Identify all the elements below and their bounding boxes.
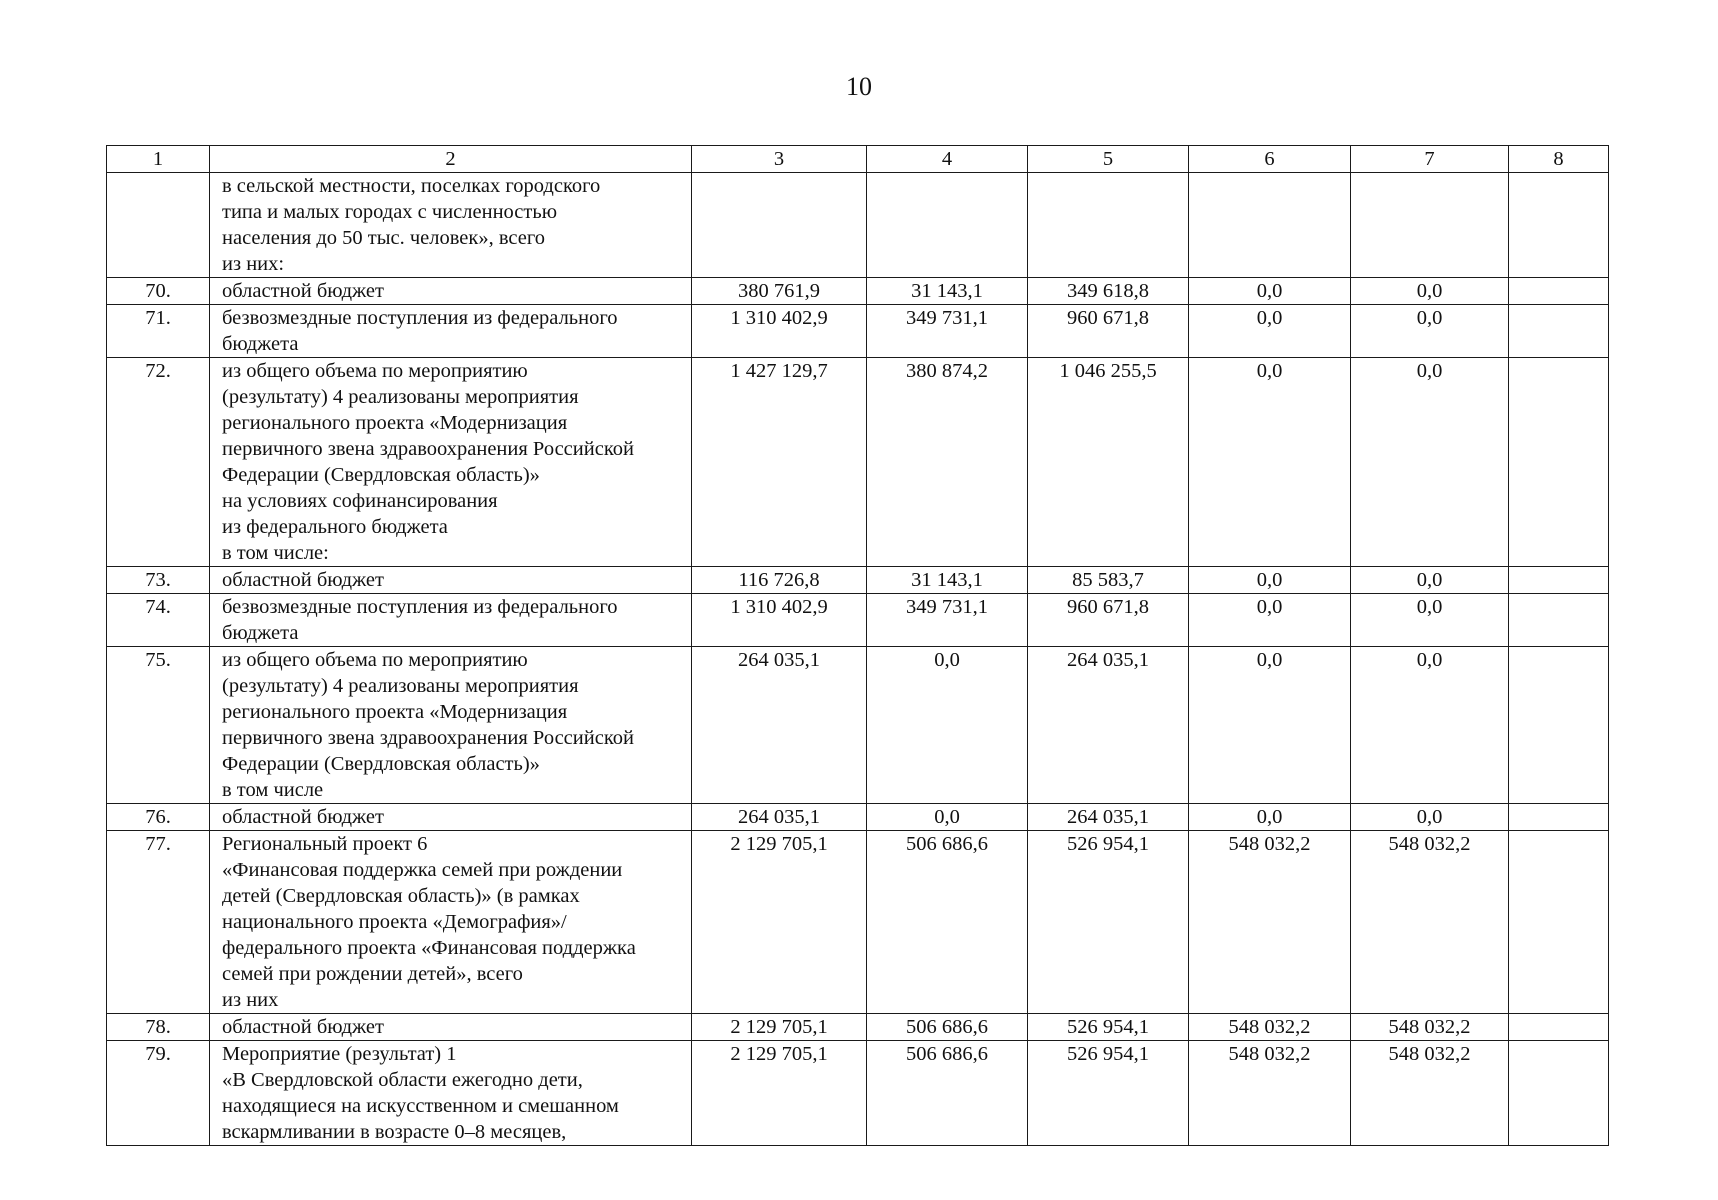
row-number: 77. [107, 831, 210, 1014]
description-line: из федерального бюджета [222, 516, 448, 538]
column-number-row [107, 146, 1609, 173]
column-header: 3 [692, 146, 867, 173]
row-description [210, 173, 692, 278]
value-cell-col-3: 264 035,1 [692, 647, 867, 804]
value-cell-col-4: 380 874,2 [867, 358, 1028, 567]
value-cell-col-7: 0,0 [1351, 647, 1509, 804]
description-line: типа и малых городах с численностью [222, 201, 558, 223]
description-line: регионального проекта «Модернизация [222, 701, 568, 723]
value-cell-col-8 [1509, 173, 1609, 278]
table-row [107, 594, 1609, 647]
column-header: 7 [1351, 146, 1509, 173]
value-cell-col-5: 264 035,1 [1028, 804, 1189, 831]
description-line: Федерации (Свердловская область)» [222, 753, 540, 775]
row-description [210, 1041, 692, 1146]
value-cell-col-8 [1509, 358, 1609, 567]
description-line: первичного звена здравоохранения Российской [222, 438, 634, 460]
value-cell-col-7 [1351, 173, 1509, 278]
description-line: областной бюджет [222, 280, 384, 302]
row-number: 76. [107, 804, 210, 831]
table-row [107, 358, 1609, 567]
description-line: населения до 50 тыс. человек», всего [222, 227, 546, 249]
column-header: 2 [210, 146, 692, 173]
description-line: Федерации (Свердловская область)» [222, 464, 540, 486]
row-description [210, 567, 692, 594]
description-line: из них: [222, 253, 285, 275]
description-line: областной бюджет [222, 806, 384, 828]
page-number: 10 [846, 72, 872, 101]
value-cell-col-8 [1509, 1014, 1609, 1041]
value-cell-col-4 [867, 173, 1028, 278]
row-description [210, 278, 692, 305]
value-cell-col-3: 1 310 402,9 [692, 594, 867, 647]
value-cell-col-4: 31 143,1 [867, 567, 1028, 594]
description-line: находящиеся на искусственном и смешанном [222, 1095, 619, 1117]
row-description [210, 1014, 692, 1041]
value-cell-col-4: 349 731,1 [867, 305, 1028, 358]
value-cell-col-5: 526 954,1 [1028, 1041, 1189, 1146]
description-line: на условиях софинансирования [222, 490, 498, 512]
table-row [107, 1014, 1609, 1041]
value-cell-col-4: 506 686,6 [867, 1014, 1028, 1041]
row-number: 71. [107, 305, 210, 358]
value-cell-col-3: 1 427 129,7 [692, 358, 867, 567]
value-cell-col-4: 0,0 [867, 647, 1028, 804]
value-cell-col-7: 0,0 [1351, 804, 1509, 831]
value-cell-col-7: 548 032,2 [1351, 831, 1509, 1014]
value-cell-col-4: 349 731,1 [867, 594, 1028, 647]
description-line: семей при рождении детей», всего [222, 963, 523, 985]
row-number: 70. [107, 278, 210, 305]
description-line: из общего объема по мероприятию [222, 649, 528, 671]
value-cell-col-3: 2 129 705,1 [692, 831, 867, 1014]
value-cell-col-6: 0,0 [1189, 594, 1351, 647]
description-line: из них [222, 989, 279, 1011]
column-header: 4 [867, 146, 1028, 173]
value-cell-col-3: 1 310 402,9 [692, 305, 867, 358]
row-description [210, 594, 692, 647]
value-cell-col-3: 380 761,9 [692, 278, 867, 305]
value-cell-col-5: 349 618,8 [1028, 278, 1189, 305]
value-cell-col-5: 960 671,8 [1028, 305, 1189, 358]
row-number [107, 173, 210, 278]
column-header: 5 [1028, 146, 1189, 173]
value-cell-col-7: 0,0 [1351, 305, 1509, 358]
value-cell-col-6: 548 032,2 [1189, 1041, 1351, 1146]
description-line: Мероприятие (результат) 1 [222, 1043, 457, 1065]
value-cell-col-8 [1509, 567, 1609, 594]
value-cell-col-5: 960 671,8 [1028, 594, 1189, 647]
row-description [210, 305, 692, 358]
value-cell-col-8 [1509, 647, 1609, 804]
description-line: бюджета [222, 622, 299, 644]
value-cell-col-5: 526 954,1 [1028, 1014, 1189, 1041]
row-description [210, 358, 692, 567]
value-cell-col-7: 0,0 [1351, 594, 1509, 647]
value-cell-col-3: 2 129 705,1 [692, 1041, 867, 1146]
table-row [107, 831, 1609, 1014]
description-line: областной бюджет [222, 1016, 384, 1038]
row-number: 79. [107, 1041, 210, 1146]
budget-table [106, 145, 1609, 1146]
value-cell-col-4: 506 686,6 [867, 831, 1028, 1014]
value-cell-col-3: 116 726,8 [692, 567, 867, 594]
value-cell-col-7: 548 032,2 [1351, 1041, 1509, 1146]
table-body [107, 173, 1609, 1146]
value-cell-col-5: 264 035,1 [1028, 647, 1189, 804]
value-cell-col-5 [1028, 173, 1189, 278]
value-cell-col-3: 2 129 705,1 [692, 1014, 867, 1041]
value-cell-col-4: 506 686,6 [867, 1041, 1028, 1146]
description-line: в сельской местности, поселках городского [222, 175, 601, 197]
description-line: в том числе [222, 779, 324, 801]
description-line: из общего объема по мероприятию [222, 360, 528, 382]
table-row [107, 305, 1609, 358]
row-number: 75. [107, 647, 210, 804]
table-row [107, 173, 1609, 278]
value-cell-col-8 [1509, 278, 1609, 305]
value-cell-col-6: 0,0 [1189, 804, 1351, 831]
description-line: безвозмездные поступления из федерального [222, 596, 618, 618]
value-cell-col-8 [1509, 1041, 1609, 1146]
description-line: Региональный проект 6 [222, 833, 428, 855]
row-description [210, 831, 692, 1014]
description-line: национального проекта «Демография»/ [222, 911, 567, 933]
value-cell-col-4: 31 143,1 [867, 278, 1028, 305]
description-line: бюджета [222, 333, 299, 355]
value-cell-col-4: 0,0 [867, 804, 1028, 831]
value-cell-col-6: 0,0 [1189, 567, 1351, 594]
column-header: 1 [107, 146, 210, 173]
value-cell-col-8 [1509, 831, 1609, 1014]
value-cell-col-5: 1 046 255,5 [1028, 358, 1189, 567]
value-cell-col-5: 85 583,7 [1028, 567, 1189, 594]
row-number: 72. [107, 358, 210, 567]
column-header: 6 [1189, 146, 1351, 173]
value-cell-col-8 [1509, 804, 1609, 831]
value-cell-col-6 [1189, 173, 1351, 278]
value-cell-col-7: 0,0 [1351, 567, 1509, 594]
row-description [210, 804, 692, 831]
row-number: 74. [107, 594, 210, 647]
description-line: детей (Свердловская область)» (в рамках [222, 885, 580, 907]
description-line: регионального проекта «Модернизация [222, 412, 568, 434]
value-cell-col-6: 0,0 [1189, 278, 1351, 305]
value-cell-col-8 [1509, 594, 1609, 647]
value-cell-col-3: 264 035,1 [692, 804, 867, 831]
value-cell-col-3 [692, 173, 867, 278]
value-cell-col-6: 0,0 [1189, 305, 1351, 358]
row-number: 73. [107, 567, 210, 594]
table-row [107, 1041, 1609, 1146]
description-line: (результату) 4 реализованы мероприятия [222, 675, 579, 697]
description-line: (результату) 4 реализованы мероприятия [222, 386, 579, 408]
table-row [107, 647, 1609, 804]
table-row [107, 804, 1609, 831]
description-line: «В Свердловской области ежегодно дети, [222, 1069, 583, 1091]
description-line: в том числе: [222, 542, 329, 564]
description-line: первичного звена здравоохранения Российской [222, 727, 634, 749]
description-line: областной бюджет [222, 569, 384, 591]
value-cell-col-5: 526 954,1 [1028, 831, 1189, 1014]
value-cell-col-7: 0,0 [1351, 278, 1509, 305]
value-cell-col-7: 0,0 [1351, 358, 1509, 567]
value-cell-col-6: 0,0 [1189, 647, 1351, 804]
description-line: «Финансовая поддержка семей при рождении [222, 859, 623, 881]
description-line: федерального проекта «Финансовая поддержка [222, 937, 636, 959]
value-cell-col-7: 548 032,2 [1351, 1014, 1509, 1041]
value-cell-col-6: 548 032,2 [1189, 1014, 1351, 1041]
description-line: безвозмездные поступления из федерального [222, 307, 618, 329]
table-row [107, 278, 1609, 305]
value-cell-col-6: 0,0 [1189, 358, 1351, 567]
table-row [107, 567, 1609, 594]
value-cell-col-8 [1509, 305, 1609, 358]
column-header: 8 [1509, 146, 1609, 173]
row-description [210, 647, 692, 804]
description-line: вскармливании в возрасте 0–8 месяцев, [222, 1121, 567, 1143]
row-number: 78. [107, 1014, 210, 1041]
value-cell-col-6: 548 032,2 [1189, 831, 1351, 1014]
